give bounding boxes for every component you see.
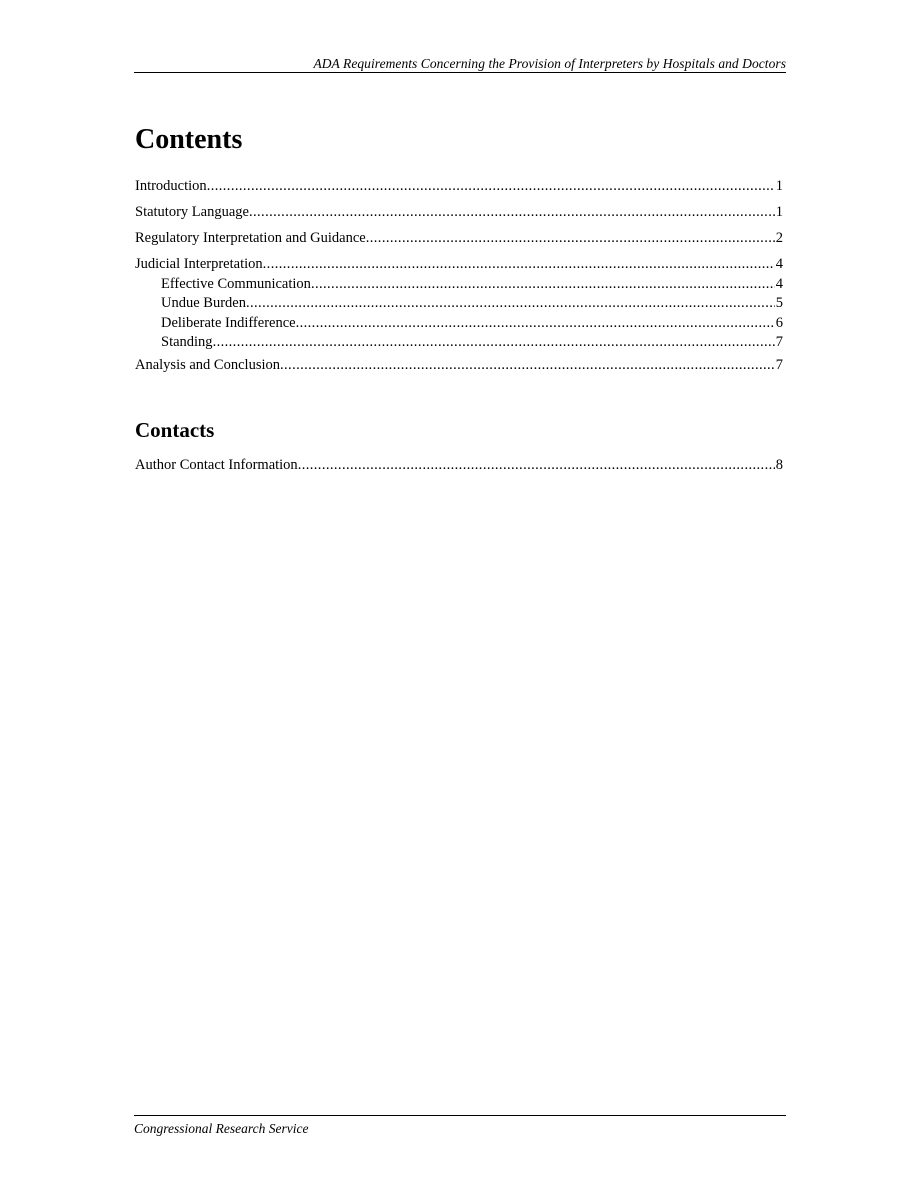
toc-entry-label: Statutory Language — [135, 204, 249, 220]
toc-dot-leader — [366, 229, 775, 247]
toc-entry-undue-burden[interactable] — [161, 294, 783, 312]
toc-entry-label: Deliberate Indifference — [161, 315, 296, 331]
toc-entry-page: 1 — [775, 204, 783, 220]
toc-entry-regulatory-interpretation[interactable] — [135, 229, 783, 247]
toc-entry-page: 8 — [775, 457, 783, 473]
running-header — [134, 55, 786, 73]
toc-entry-label: Regulatory Interpretation and Guidance — [135, 230, 366, 246]
toc-entry-label: Undue Burden — [161, 295, 246, 311]
toc-dot-leader — [246, 294, 775, 312]
toc-entry-label: Standing — [161, 334, 213, 350]
toc-dot-leader — [298, 456, 775, 474]
toc-entry-introduction[interactable] — [135, 177, 783, 195]
toc-entry-standing[interactable] — [161, 333, 783, 351]
toc-entry-page: 4 — [775, 256, 783, 272]
toc-dot-leader — [280, 356, 775, 374]
toc-entry-label: Judicial Interpretation — [135, 256, 263, 272]
toc-entry-page: 5 — [775, 295, 783, 311]
toc-entry-statutory-language[interactable] — [135, 203, 783, 221]
toc-entry-analysis-and-conclusion[interactable] — [135, 356, 783, 374]
toc-entry-label: Author Contact Information — [135, 457, 298, 473]
page-footer — [134, 1115, 786, 1137]
toc-dot-leader — [263, 255, 775, 273]
toc-dot-leader — [296, 314, 775, 332]
toc-entry-label: Analysis and Conclusion — [135, 357, 280, 373]
toc-entry-page: 7 — [775, 357, 783, 373]
toc-entry-label: Introduction — [135, 178, 207, 194]
toc-entry-page: 4 — [775, 276, 783, 292]
toc-entry-page: 1 — [775, 178, 783, 194]
toc-entry-deliberate-indifference[interactable] — [161, 314, 783, 332]
contents-heading: Contents — [135, 124, 243, 155]
running-header-title: ADA Requirements Concerning the Provision of Interpreters by Hospitals and Doctors — [313, 56, 786, 71]
toc-entry-page: 6 — [775, 315, 783, 331]
toc-entry-judicial-interpretation[interactable] — [135, 255, 783, 273]
toc-entry-label: Effective Communication — [161, 276, 311, 292]
toc-dot-leader — [207, 177, 775, 195]
contacts-heading: Contacts — [135, 418, 215, 442]
toc-dot-leader — [311, 275, 775, 293]
toc-dot-leader — [249, 203, 775, 221]
toc-entry-author-contact-information[interactable] — [135, 456, 783, 474]
footer-organization: Congressional Research Service — [134, 1121, 309, 1136]
toc-entry-effective-communication[interactable] — [161, 275, 783, 293]
toc-dot-leader — [213, 333, 775, 351]
toc-entry-page: 7 — [775, 334, 783, 350]
toc-entry-page: 2 — [775, 230, 783, 246]
